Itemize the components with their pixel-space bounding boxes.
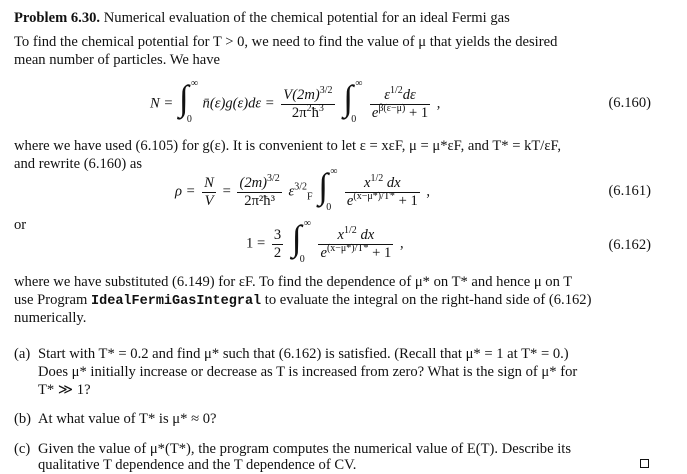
eq160-fraction2 <box>370 84 430 122</box>
paragraph3-line1: where we have substituted (6.149) for εF. To find the dependence of μ* on T* and hence μ on T <box>14 274 573 290</box>
equation-number-6-161: (6.161) <box>608 183 651 199</box>
eq161-f2-num: (2m) <box>239 174 268 191</box>
eq161-f1-den: V <box>204 192 214 209</box>
eq161-eps-f-sub: F <box>307 191 313 203</box>
integral-sign: ∫ ∞ 0 <box>318 166 338 213</box>
eq161-lhs: ρ = <box>175 183 196 200</box>
eq160-f2-num-exp: 1/2 <box>389 84 403 96</box>
eq160-f1-den-exp1: 2 <box>306 102 312 114</box>
eq161-eps-f: ε <box>288 183 295 200</box>
eq160-f1-den-exp2: 3 <box>318 102 324 114</box>
equation-number-6-160: (6.160) <box>608 95 651 111</box>
paragraph2-line1 <box>14 137 561 155</box>
eq161-f3-den-exp: (x−μ*)/T* <box>353 190 395 202</box>
eq160-f2-num: ε <box>384 86 390 103</box>
eq162-lhs: 1 = <box>246 235 266 252</box>
eq161-f3-den-tail: + 1 <box>394 192 418 209</box>
eq161-f2-den: 2π²ħ³ <box>244 192 275 209</box>
paragraph3-line2-post: to evaluate the integral on the right-hand side of (6.162) <box>261 292 592 308</box>
integral-sign: ∫ ∞ 0 <box>291 218 311 265</box>
part-a-line3: T* ≫ 1? <box>38 382 91 398</box>
eq162-int-lower: 0 <box>299 254 305 265</box>
part-b-label: (b) <box>14 411 32 427</box>
paragraph2-line2: and rewrite (6.160) as <box>14 156 143 172</box>
eq160-f2-den: e <box>371 104 379 121</box>
eq160-f1-den: 2π <box>291 104 307 121</box>
paragraph2-line1-rest: F, μ = μ*εF, and T* = kT/εF, <box>394 138 562 154</box>
paragraph3-line3: numerically. <box>14 310 87 326</box>
eq161-f3-num: x <box>363 174 371 191</box>
eq162-tail: , <box>399 235 404 252</box>
eq160-tail: , <box>436 95 441 112</box>
eq161-fraction3 <box>345 172 420 210</box>
eq160-f1-den-mid: ħ <box>311 104 319 121</box>
program-name: IdealFermiGasIntegral <box>91 294 262 309</box>
problem-heading <box>14 9 510 27</box>
equation-6-160 <box>150 78 441 125</box>
eq160-integrand: n̄(ε)g(ε)dε = <box>202 95 275 112</box>
eq162-f1-den: 2 <box>273 244 282 261</box>
eq160-int2-lower: 0 <box>351 114 357 125</box>
paragraph3-line2 <box>14 291 591 311</box>
integral-sign: ∫ ∞ 0 <box>343 78 363 125</box>
part-a-label: (a) <box>14 346 31 362</box>
eq162-fraction2 <box>318 224 393 262</box>
equation-6-161 <box>175 166 431 213</box>
part-b-line1: At what value of T* is μ* ≈ 0? <box>38 411 217 427</box>
eq160-f2-den-tail: + 1 <box>405 104 429 121</box>
equation-6-162 <box>246 218 404 265</box>
eq160-fraction1 <box>281 84 334 122</box>
eq162-f2-num-tail: dx <box>356 226 375 243</box>
paragraph2-line1-text: where we have used (6.105) for g(ε). It is convenient to let ε = xε <box>14 138 395 154</box>
eq162-f2-num-exp: 1/2 <box>344 224 357 236</box>
paragraph3-line2-pre: use Program <box>14 292 92 308</box>
eq160-f1-num-exp: 3/2 <box>319 84 333 96</box>
end-of-problem-box <box>640 459 649 468</box>
paragraph1-line1: To find the chemical potential for T > 0, we need to find the value of μ that yields the desired <box>14 34 558 50</box>
eq160-f2-num-tail: dε <box>402 86 416 103</box>
part-a-line1: Start with T* = 0.2 and find μ* such that (6.162) is satisfied. (Recall that μ* = 1 at T* = 0.) <box>38 346 569 362</box>
problem-title: Numerical evaluation of the chemical potential for an ideal Fermi gas <box>103 10 510 26</box>
eq162-f2-num: x <box>337 226 345 243</box>
eq160-lhs: N = <box>150 95 174 112</box>
eq161-f1-num: N <box>204 174 214 191</box>
eq160-int-upper: ∞ <box>190 78 199 89</box>
integral-sign: ∫ ∞ 0 <box>178 78 199 125</box>
eq162-f1-num: 3 <box>273 226 282 243</box>
part-c-line2: qualitative T dependence and the T dependence of CV. <box>38 457 357 473</box>
part-a-line2: Does μ* initially increase or decrease as T is increased from zero? What is the sign of μ* for <box>38 364 578 380</box>
eq161-int-lower: 0 <box>326 202 332 213</box>
eq161-tail: , <box>426 183 431 200</box>
eq161-f3-num-tail: dx <box>383 174 401 191</box>
paragraph1-line2: mean number of particles. We have <box>14 52 221 68</box>
eq162-f2-den-tail: + 1 <box>368 244 392 261</box>
eq161-f2-num-exp: 3/2 <box>267 172 280 184</box>
eq161-equals: = <box>222 183 231 200</box>
eq160-int-lower: 0 <box>186 114 192 125</box>
eq162-int-upper: ∞ <box>303 218 311 229</box>
eq162-f2-den-exp: (x−μ*)/T* <box>326 242 369 254</box>
eq161-int-upper: ∞ <box>330 166 338 177</box>
or-word: or <box>14 217 27 233</box>
eq161-f3-num-exp: 1/2 <box>370 172 384 184</box>
eq161-fraction1 <box>202 175 216 210</box>
eq161-eps-f-sup: 3/2 <box>294 181 307 193</box>
eq162-fraction1 <box>272 227 283 262</box>
eq161-f3-den: e <box>346 192 354 209</box>
eq161-fraction2 <box>237 172 281 210</box>
part-c-line1: Given the value of μ*(T*), the program computes the numerical value of E(T). Describe its <box>38 441 572 457</box>
eq160-f2-den-exp: β(ε−μ) <box>378 102 406 114</box>
part-c-label: (c) <box>14 441 31 457</box>
equation-number-6-162: (6.162) <box>608 237 651 253</box>
eq160-int2-upper: ∞ <box>355 78 363 89</box>
eq162-f2-den: e <box>320 244 327 261</box>
problem-number: Problem 6.30. <box>14 10 101 26</box>
eq160-f1-num: V(2m) <box>283 86 320 103</box>
